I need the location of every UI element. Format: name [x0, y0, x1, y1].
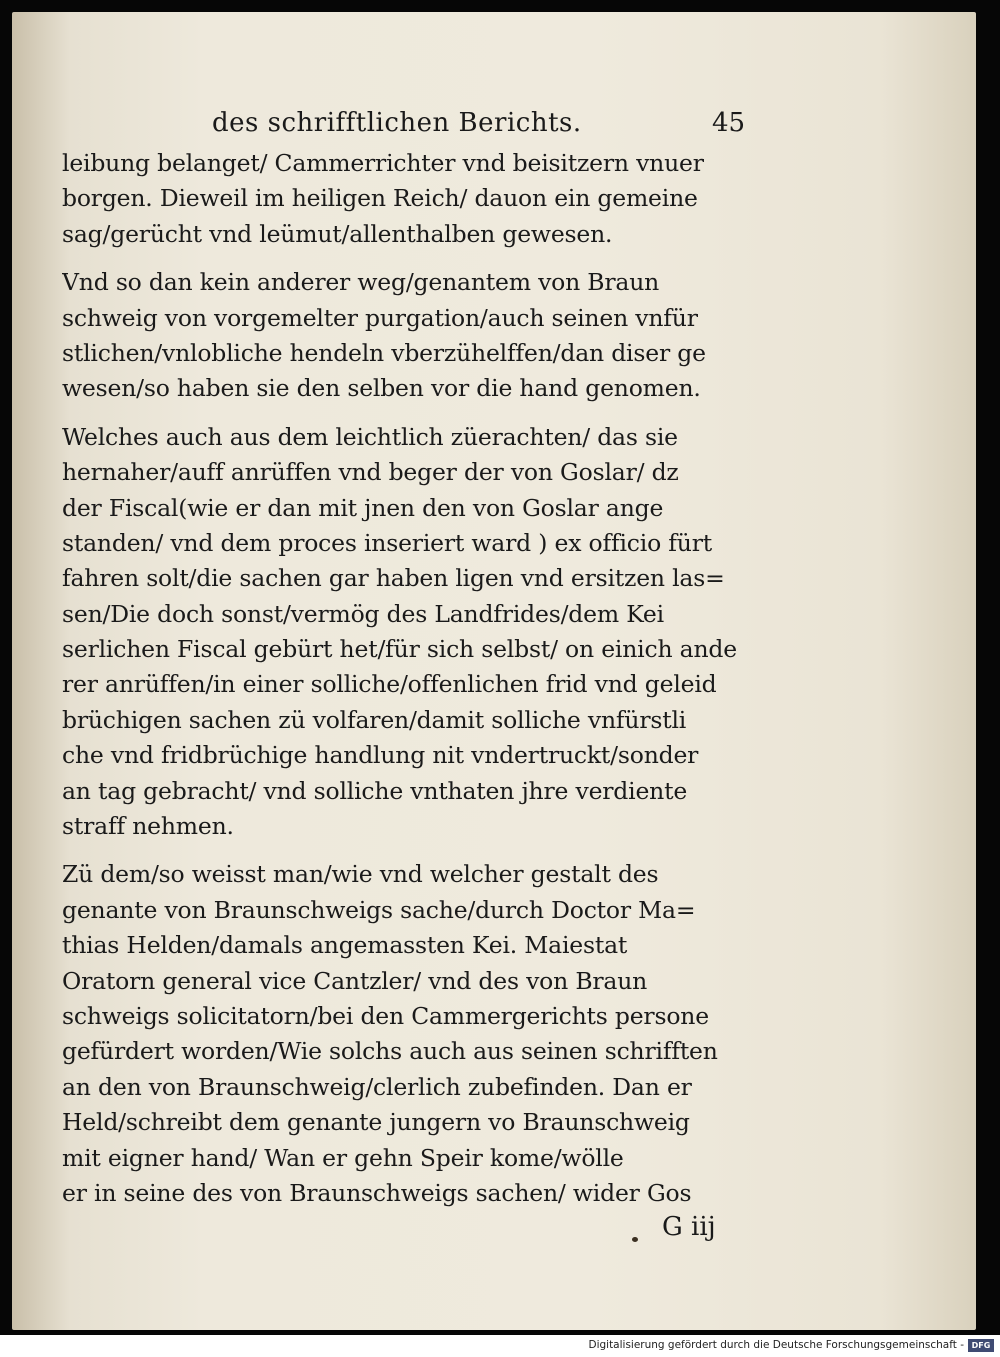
paragraph — [62, 265, 787, 407]
text-line: mit eigner hand/ Wan er gehn Speir kome/wölle — [62, 1143, 624, 1172]
text-line: an tag gebracht/ vnd solliche vnthaten jhre verdiente — [62, 776, 688, 805]
text-line: schweig von vorgemelter purgation/auch seinen vnfür — [62, 303, 698, 332]
text-line: an den von Braunschweig/clerlich zubefinden. Dan er — [62, 1072, 692, 1101]
signature-mark: G iij — [662, 1212, 716, 1243]
text-line: Welches auch aus dem leichtlich züerachten/ das sie — [62, 422, 678, 451]
text-line: che vnd fridbrüchige handlung nit vndertruckt/sonder — [62, 741, 699, 770]
paragraph — [62, 420, 787, 845]
text-line: straff nehmen. — [62, 812, 234, 841]
text-line: hernaher/auff anrüffen vnd beger der von Goslar/ dz — [62, 458, 679, 487]
dfg-logo: DFG — [968, 1339, 994, 1352]
text-line: der Fiscal(wie er dan mit jnen den von Goslar ange — [62, 493, 664, 522]
text-line: leibung belanget/ Cammerrichter vnd beisitzern vnuer — [62, 149, 704, 177]
text-line: rer anrüffen/in einer solliche/offenlichen frid vnd geleid — [62, 670, 717, 699]
footer-bar — [0, 1335, 1000, 1357]
book-page — [12, 12, 976, 1330]
text-line: Oratorn general vice Cantzler/ vnd des von Braun — [62, 966, 648, 995]
text-line: schweigs solicitatorn/bei den Cammergerichts persone — [62, 1001, 709, 1030]
text-line: genante von Braunschweigs sache/durch Doctor Ma= — [62, 895, 696, 924]
text-line: Zü dem/so weisst man/wie vnd welcher gestalt des — [62, 860, 659, 889]
text-line: sag/gerücht vnd leümut/allenthalben gewesen. — [62, 219, 613, 248]
paragraph — [62, 857, 787, 1211]
text-line: borgen. Dieweil im heiligen Reich/ dauon ein gemeine — [62, 184, 698, 213]
paragraph — [62, 146, 787, 252]
running-title: des schrifftlichen Berichts. — [212, 108, 582, 138]
page-number: 45 — [712, 108, 746, 138]
text-line: gefürdert worden/Wie solchs auch aus seinen schrifften — [62, 1037, 718, 1066]
text-line: stlichen/vnlobliche hendeln vberzühelffen/dan diser ge — [62, 338, 706, 367]
funding-credit: Digitalisierung gefördert durch die Deutsche Forschungsgemeinschaft - — [588, 1339, 964, 1351]
text-line: brüchigen sachen zü volfaren/damit solliche vnfürstli — [62, 705, 687, 734]
ink-speck — [632, 1237, 638, 1242]
text-line: Vnd so dan kein anderer weg/genantem von Braun — [62, 268, 660, 297]
text-line: standen/ vnd dem proces inseriert ward ) ex officio fürt — [62, 528, 713, 557]
text-line: fahren solt/die sachen gar haben ligen vnd ersitzen las= — [62, 564, 725, 593]
text-line: wesen/so haben sie den selben vor die hand genomen. — [62, 374, 701, 403]
text-line: Held/schreibt dem genante jungern vo Braunschweig — [62, 1108, 690, 1137]
running-head — [62, 100, 787, 146]
text-line: er in seine des von Braunschweigs sachen/ wider Gos — [62, 1178, 692, 1207]
text-line: thias Helden/damals angemassten Kei. Maiestat — [62, 931, 628, 960]
text-line: sen/Die doch sonst/vermög des Landfrides/dem Kei — [62, 599, 664, 628]
text-block — [62, 100, 787, 1243]
text-line: serlichen Fiscal gebürt het/für sich selbst/ on einich ande — [62, 635, 737, 664]
body-text — [62, 146, 787, 1211]
